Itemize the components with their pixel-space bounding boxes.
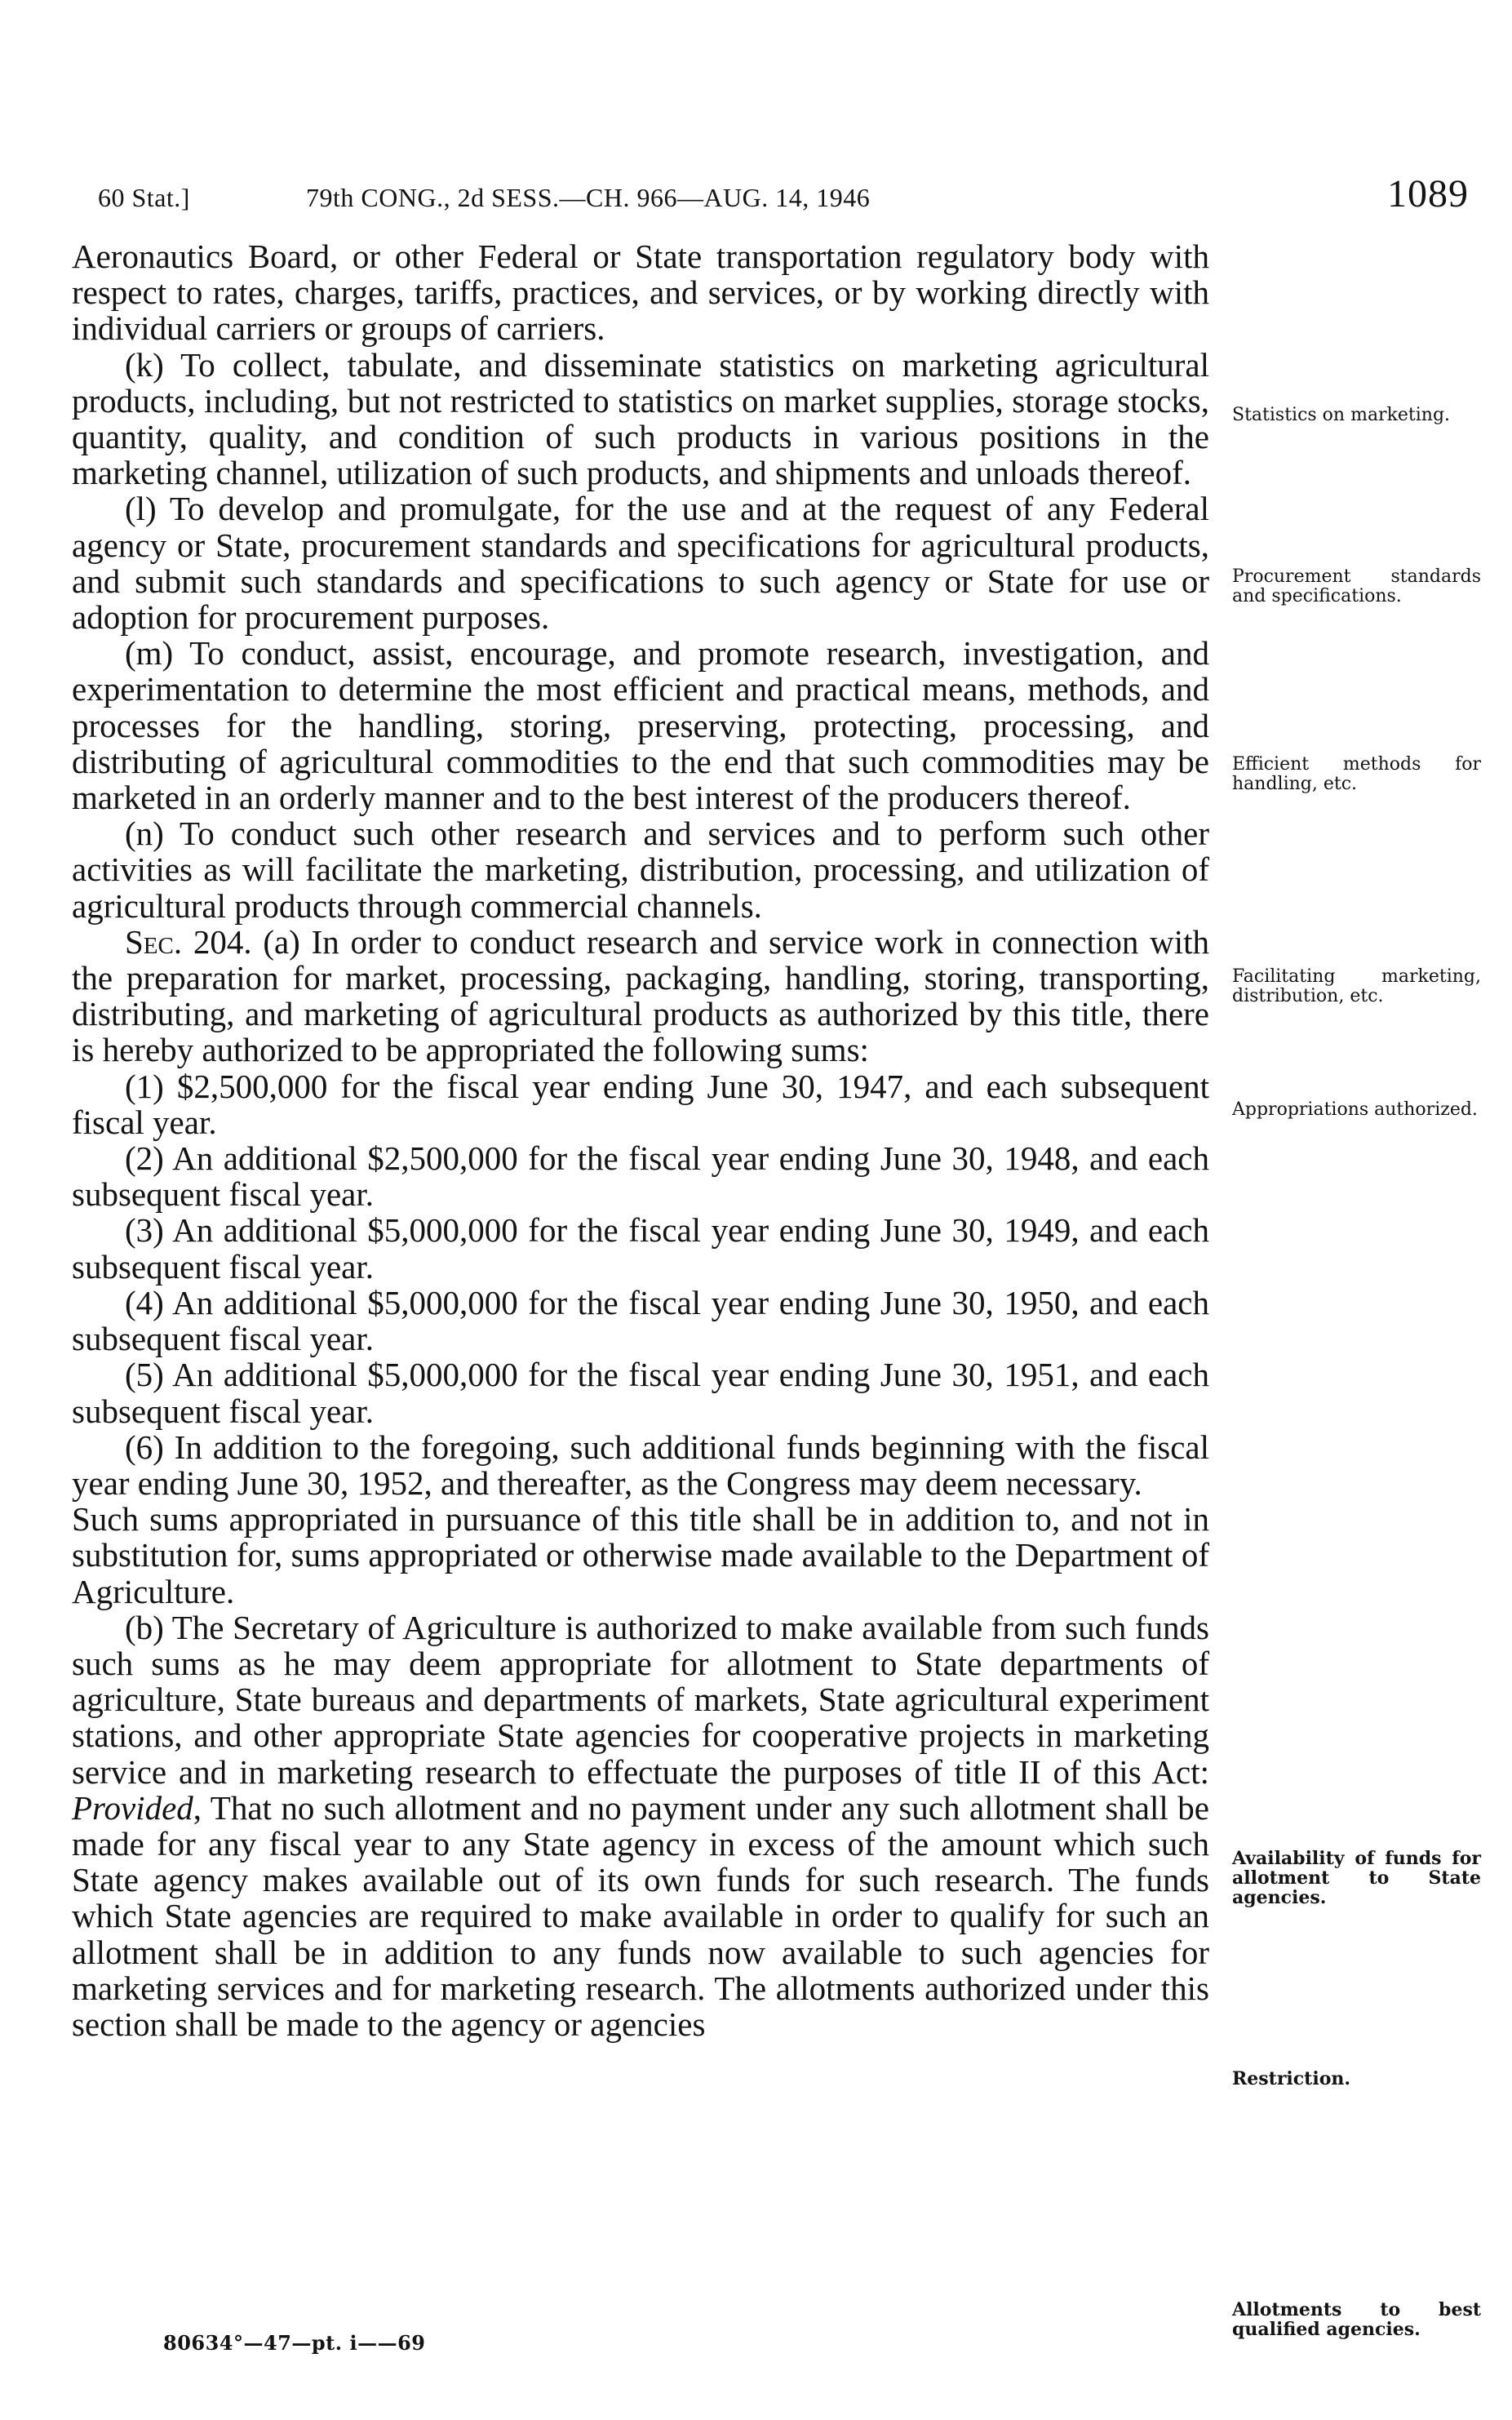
running-head: 79th CONG., 2d SESS.—CH. 966—AUG. 14, 1946 (306, 183, 871, 212)
page-number: 1089 (1387, 172, 1469, 215)
list-item: (2) An additional $2,500,000 for the fiscal year ending June 30, 1948, and each subsequent fiscal year. (72, 1139, 1209, 1214)
paragraph-k: (k) To collect, tabulate, and disseminate statistics on marketing agricultural products, including, but not restricted to statistics on market supplies, storage stocks, quantity, quality, and condition of such products in various positions in the marketing channel, utilization of such products, and shipments and unloads thereof. (72, 345, 1209, 492)
margin-note-allotments: Allotments to best qualified agencies. (1232, 2299, 1481, 2340)
list-item: (5) An additional $5,000,000 for the fiscal year ending June 30, 1951, and each subsequent fiscal year. (72, 1356, 1209, 1430)
paragraph-b-start: (b) The Secretary of Agriculture is authorized to make available from such funds such sums as he may deem appropriate for allotment to State departments of agriculture, State bureaus and departments of markets, State agricultural experiment stations, and other appropriate State agencies for cooperative projects in marketing service and in marketing research to effectuate the purposes of title II of this Act: (72, 1608, 1209, 1791)
section-204a (72, 924, 1209, 1068)
paragraph-such-sums: Such sums appropriated in pursuance of this title shall be in addition to, and not in substitution for, sums appropriated or otherwise made available to the Department of Agriculture. (72, 1500, 1209, 1610)
page-header (98, 171, 1469, 220)
paragraph-m: (m) To conduct, assist, encourage, and promote research, investigation, and experimentation to determine the most efficient and practical means, methods, and processes for the handling, storing, preserving, protecting, processing, and distributing of agricultural commodities to the end that such commodities may be marketed in an orderly manner and to the best interest of the producers thereof. (72, 634, 1209, 817)
list-item: (1) $2,500,000 for the fiscal year ending June 30, 1947, and each subsequent fiscal year. (72, 1067, 1209, 1141)
section-label: Sec. 204. (125, 922, 252, 961)
list-item: (4) An additional $5,000,000 for the fiscal year ending June 30, 1950, and each subsequent fiscal year. (72, 1283, 1209, 1358)
section-204a-text: (a) In order to conduct research and service work in connection with the preparation for market, processing, packaging, handling, storing, transporting, distributing, and marketing of agricultural products as authorized by this title, there is hereby authorized to be appropriated the following sums: (72, 922, 1209, 1069)
main-text (72, 238, 1209, 2042)
print-code: 80634°—47—pt. i——69 (163, 2331, 426, 2355)
margin-note-restriction: Restriction. (1232, 2068, 1351, 2089)
margin-note-availability: Availability of funds for allotment to State agencies. (1232, 1848, 1481, 1908)
margin-note-statistics: Statistics on marketing. (1232, 405, 1451, 425)
paragraph-n: (n) To conduct such other research and services and to perform such other activities as will facilitate the marketing, distribution, processing, and utilization of agricultural products through commercial channels. (72, 815, 1209, 925)
paragraph-b-end: , That no such allotment and no payment under any such allotment shall be made for any fiscal year to any State agency in excess of the amount which such State agency makes available out of its own funds for such research. The funds which State agencies are required to make available in order to qualify for such an allotment shall be in addition to any funds now available to such agencies for marketing services and for marketing research. The allotments authorized under this section shall be made to the agency or agencies (72, 1788, 1209, 2043)
margin-note-facilitating: Facilitating marketing, distribution, etc. (1232, 966, 1481, 1006)
statute-volume: 60 Stat.] (98, 183, 190, 212)
margin-note-efficient: Efficient methods for handling, etc. (1232, 754, 1481, 794)
paragraph-b (72, 1610, 1209, 2042)
list-item: (6) In addition to the foregoing, such additional funds beginning with the fiscal year ending June 30, 1952, and thereafter, as the Congress may deem necessary. (72, 1428, 1209, 1502)
provided-word: Provided (72, 1788, 193, 1827)
paragraph-l: (l) To develop and promulgate, for the use and at the request of any Federal agency or State, procurement standards and specifications for agricultural products, and submit such standards and specifications to such agency or State for use or adoption for procurement purposes. (72, 490, 1209, 637)
margin-note-procurement: Procurement standards and specifications. (1232, 566, 1481, 606)
paragraph-continuation: Aeronautics Board, or other Federal or State transportation regulatory body with respect to rates, charges, tariffs, practices, and services, or by working directly with individual carriers or groups of carriers. (72, 238, 1209, 348)
list-item: (3) An additional $5,000,000 for the fiscal year ending June 30, 1949, and each subsequent fiscal year. (72, 1211, 1209, 1285)
margin-note-appropriations: Appropriations authorized. (1232, 1099, 1478, 1120)
